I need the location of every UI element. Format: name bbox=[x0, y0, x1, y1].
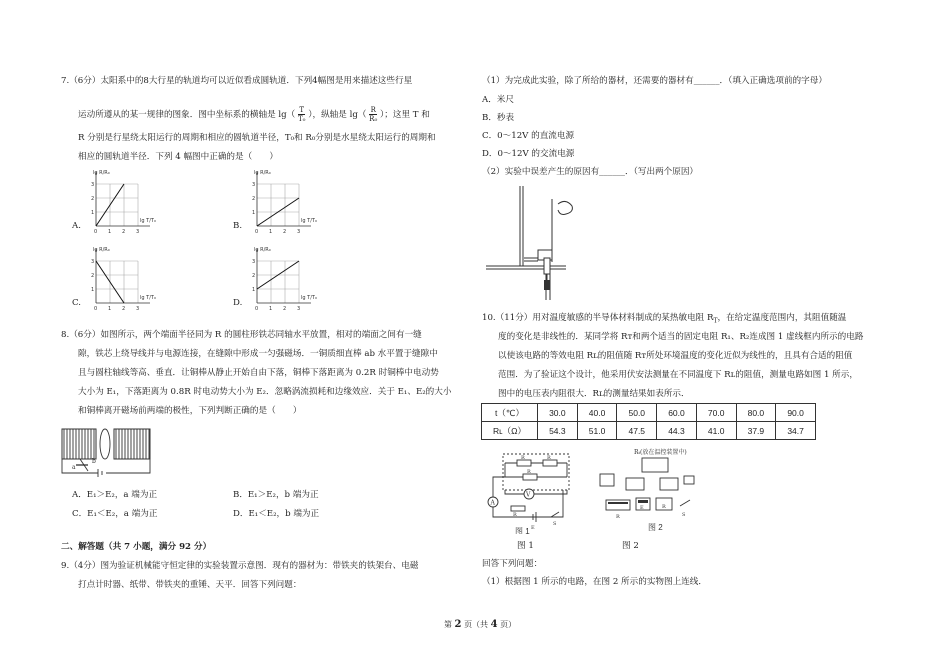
svg-text:R: R bbox=[616, 514, 620, 520]
table-cell: 60.0 bbox=[657, 404, 697, 422]
q7-graph-c bbox=[82, 243, 162, 316]
y-tick-label: 3 bbox=[252, 259, 256, 265]
x-axis-label: lg T/T₀ bbox=[140, 295, 156, 301]
total-pages: 4 bbox=[490, 619, 498, 630]
q7-graph-d bbox=[243, 243, 323, 316]
fig1-caption: 图 1 bbox=[517, 541, 534, 551]
q9-option-b[interactable]: B．秒表 bbox=[482, 113, 515, 123]
q9-option-a[interactable]: A．米尺 bbox=[482, 95, 514, 105]
x-tick-label: 2 bbox=[283, 306, 287, 312]
table-row bbox=[482, 404, 816, 422]
table-cell: 47.5 bbox=[617, 422, 657, 440]
q7-line-3: R 分别是行星绕太阳运行的周期和相应的圆轨道半径，T₀和 R₀分别是水星绕太阳运行的周期和 bbox=[78, 133, 436, 143]
y-tick-label: 1 bbox=[91, 287, 95, 293]
q8-line-2: 隙，铁芯上绕导线并与电源连接，在缝隙中形成一匀强磁场．一铜质细直棒 ab 水平置于缝隙中 bbox=[78, 349, 438, 359]
q9-line-2: 打点计时器、纸带、带铁夹的重锤、天平．回答下列问题： bbox=[78, 580, 302, 590]
svg-text:S: S bbox=[682, 512, 686, 518]
fig2-caption: 图 2 bbox=[622, 541, 639, 551]
x-tick-label: 1 bbox=[108, 229, 112, 235]
y-tick-label: 3 bbox=[252, 182, 256, 188]
y-tick-label: 3 bbox=[91, 182, 95, 188]
q10-line-1: 10.（11分）用对温度敏感的半导体材料制成的某热敏电阻 $R_T$，在给定温度范围内，其阻值随温 bbox=[482, 313, 847, 325]
fig2-small-label: 图 2 bbox=[648, 523, 663, 532]
q7-option-d[interactable]: D. bbox=[233, 298, 243, 308]
y-tick-label: 3 bbox=[91, 259, 95, 265]
svg-text:R: R bbox=[527, 469, 531, 475]
table-cell: 54.3 bbox=[538, 422, 578, 440]
q8-line-3: 且与圆柱轴线等高、垂直．让铜棒从静止开始自由下落，铜棒下落距离为 0.2R 时铜棒中电动势 bbox=[78, 368, 439, 378]
q8-option-b[interactable]: B．E₁＞E₂，b 端为正 bbox=[233, 490, 319, 500]
table-cell: 90.0 bbox=[776, 404, 816, 422]
q7-graph-b bbox=[243, 166, 323, 239]
table-cell: 34.7 bbox=[776, 422, 816, 440]
y-axis-label: lg R/R₀ bbox=[93, 247, 110, 253]
table-cell: 40.0 bbox=[577, 404, 617, 422]
x-tick-label: 3 bbox=[136, 229, 140, 235]
apparatus-figure bbox=[486, 184, 586, 303]
y-tick-label: 2 bbox=[252, 273, 256, 279]
y-tick-label: 1 bbox=[252, 210, 256, 216]
y-axis-label: lg R/R₀ bbox=[254, 170, 271, 176]
x-tick-label: 0 bbox=[94, 229, 98, 235]
y-axis-label: lg R/R₀ bbox=[93, 170, 110, 176]
fig2-label: Rₜ(放在温控装置中) bbox=[634, 449, 687, 456]
y-tick-label: 2 bbox=[91, 196, 95, 202]
x-tick-label: 2 bbox=[122, 306, 126, 312]
fraction-t-t0: $\frac{T}{\text{T₀}}$ bbox=[297, 106, 306, 123]
x-tick-label: 0 bbox=[255, 306, 259, 312]
y-tick-label: 1 bbox=[91, 210, 95, 216]
q8-option-d[interactable]: D．E₁＜E₂，b 端为正 bbox=[233, 509, 320, 519]
fig1-small-label: 图 1 bbox=[515, 527, 530, 534]
q10-line-3: 以使该电路的等效电阻 Rʟ的阻值随 Rт所处环境温度的变化近似为线性的，且具有合适的阻值 bbox=[498, 351, 853, 361]
fraction-r-r0: $\frac{R}{\text{R₀}}$ bbox=[369, 106, 378, 123]
q7-line-1: 7.（6分）太阳系中的8大行星的轨道均可以近似看成圆轨道．下列4幅图是用来描述这些行星 bbox=[61, 76, 413, 86]
x-tick-label: 3 bbox=[136, 306, 140, 312]
q9-option-c[interactable]: C．0～12V 的直流电源 bbox=[482, 131, 575, 141]
table-header-cell: Rʟ（Ω） bbox=[482, 422, 538, 440]
q9-sub-2: （2）实验中误差产生的原因有______．（写出两个原因） bbox=[482, 167, 699, 177]
table-cell: 51.0 bbox=[577, 422, 617, 440]
table-cell: 70.0 bbox=[696, 404, 736, 422]
table-cell: 30.0 bbox=[538, 404, 578, 422]
x-tick-label: 0 bbox=[94, 306, 98, 312]
y-tick-label: 1 bbox=[252, 287, 256, 293]
q8-line-4: 大小为 E₁，下落距离为 0.8R 时电动势大小为 E₂．忽略涡流损耗和边缘效应．关于 E₁、E₂的大小 bbox=[78, 387, 452, 397]
q10-line-4: 范围．为了验证这个设计，他采用伏安法测量在不同温度下 Rʟ的阻值，测量电路如图 1 所示， bbox=[498, 370, 858, 380]
q10-line-5: 图中的电压表内阻很大．Rʟ的测量结果如表所示． bbox=[498, 389, 690, 399]
q9-option-d[interactable]: D．0～12V 的交流电源 bbox=[482, 149, 575, 159]
x-axis-label: lg T/T₀ bbox=[301, 218, 317, 224]
y-tick-label: 2 bbox=[252, 196, 256, 202]
section-heading: 二、解答题（共 7 小题，满分 92 分） bbox=[61, 542, 212, 552]
svg-text:R: R bbox=[521, 455, 525, 461]
label-b: b bbox=[92, 458, 96, 465]
page-number: 2 bbox=[454, 619, 462, 630]
svg-text:V: V bbox=[526, 491, 531, 499]
q8-line-1: 8.（6分）如图所示，两个端面半径同为 R 的圆柱形铁芯同轴水平放置，相对的端面之间有一缝 bbox=[61, 330, 422, 340]
table-header-cell: t（℃） bbox=[482, 404, 538, 422]
table-cell: 80.0 bbox=[736, 404, 776, 422]
x-tick-label: 1 bbox=[269, 306, 273, 312]
svg-text:R: R bbox=[547, 455, 551, 461]
q10-sub-1: （1）根据图 1 所示的电路，在图 2 所示的实物图上连线． bbox=[482, 577, 707, 587]
x-tick-label: 3 bbox=[297, 306, 301, 312]
q9-line-1: 9.（4分）图为验证机械能守恒定律的实验装置示意图．现有的器材为：带铁夹的铁架台、电磁 bbox=[61, 561, 419, 571]
x-tick-label: 3 bbox=[297, 229, 301, 235]
coil-figure bbox=[58, 421, 158, 486]
x-axis-label: lg T/T₀ bbox=[140, 218, 156, 224]
q7-line-2: 运动所遵从的某一规律的图象．图中坐标系的横轴是 lg（ $\frac{T}{\text{T₀}}$ ），纵轴是 lg（ $\frac{R}{\text{R₀}}$ ）；这里 T 和 bbox=[78, 106, 430, 123]
table-cell: 37.9 bbox=[736, 422, 776, 440]
x-axis-label: lg T/T₀ bbox=[301, 295, 317, 301]
x-tick-label: 2 bbox=[283, 229, 287, 235]
x-tick-label: 1 bbox=[108, 306, 112, 312]
x-tick-label: 1 bbox=[269, 229, 273, 235]
svg-text:E: E bbox=[640, 505, 644, 511]
circuit-figure-1 bbox=[483, 450, 583, 537]
q8-line-5: 和铜棒离开磁场前两端的极性，下列判断正确的是（ ） bbox=[78, 406, 302, 416]
label-a: a bbox=[72, 464, 76, 471]
q7-line-4: 相应的圆轨道半径．下列 4 幅图中正确的是（ ） bbox=[78, 152, 278, 162]
table-row bbox=[482, 422, 816, 440]
table-cell: 44.3 bbox=[657, 422, 697, 440]
svg-text:R: R bbox=[662, 504, 666, 510]
q7-option-b[interactable]: B. bbox=[233, 221, 243, 231]
q10-prompt: 回答下列问题： bbox=[482, 559, 543, 569]
temperature-resistance-table bbox=[481, 403, 816, 440]
q9-sub-1: （1）为完成此实验，除了所给的器材，还需要的器材有______．（填入正确选项前的字母） bbox=[482, 76, 827, 86]
page-footer: 第 2 页（共 4 页） bbox=[444, 619, 517, 630]
y-axis-label: lg R/R₀ bbox=[254, 247, 271, 253]
q7-option-c[interactable]: C. bbox=[72, 298, 82, 308]
q7-graph-a bbox=[82, 166, 162, 239]
q8-option-c[interactable]: C．E₁＜E₂，a 端为正 bbox=[72, 509, 158, 519]
x-tick-label: 2 bbox=[122, 229, 126, 235]
q10-line-2: 度的变化是非线性的．某同学将 Rт和两个适当的固定电阻 R₁、R₂连成图 1 虚线框内所示的电路 bbox=[498, 332, 864, 342]
svg-text:E: E bbox=[531, 525, 535, 531]
svg-text:S: S bbox=[553, 521, 557, 527]
svg-text:A: A bbox=[490, 499, 495, 507]
q7-option-a[interactable]: A. bbox=[72, 221, 81, 231]
x-tick-label: 0 bbox=[255, 229, 259, 235]
svg-text:R: R bbox=[513, 512, 517, 518]
table-cell: 50.0 bbox=[617, 404, 657, 422]
apparatus-figure-2 bbox=[596, 446, 706, 535]
q8-option-a[interactable]: A．E₁＞E₂，a 端为正 bbox=[72, 490, 158, 500]
y-tick-label: 2 bbox=[91, 273, 95, 279]
table-cell: 41.0 bbox=[696, 422, 736, 440]
